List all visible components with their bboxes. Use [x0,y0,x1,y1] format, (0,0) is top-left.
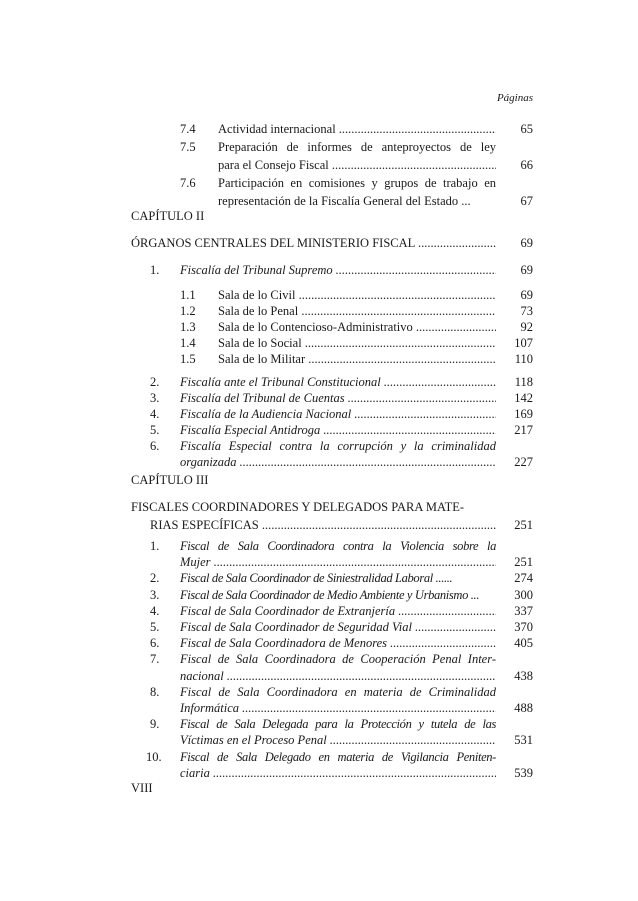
entry-number: 3. [150,391,160,405]
entry-number: 5. [150,423,160,437]
toc-entry-cont [131,764,533,782]
entry-title: Fiscal de Sala Coordinadora de Menores ..... [180,634,496,652]
entry-number: 9. [150,717,160,732]
entry-title: Fiscal de Sala Coordinador de Siniestralidad Laboral ...... [180,571,453,586]
entry-number: 1.2 [180,304,196,318]
pages-column-header: Páginas [496,92,533,104]
entry-title: Sala de lo Social ..... [218,334,496,352]
entry-title-cont: Víctimas en el Proceso Penal ..... [180,731,496,749]
toc-subentry-1-5 [131,350,533,368]
page-folio: VIII [131,781,153,795]
entry-title-cont: Informática ..... [180,699,496,717]
entry-number: 8. [150,684,160,699]
chapter-title-cont: RIAS ESPECÍFICAS ..... [150,516,496,534]
entry-title-cont: nacional ..... [180,667,496,685]
entry-page: 337 [514,603,533,618]
entry-title: Fiscalía del Tribunal Supremo ..... [180,261,496,279]
entry-number: 7.4 [180,122,196,136]
entry-title: Fiscalía Especial Antidroga ..... [180,421,496,439]
entry-title: Fiscalía del Tribunal de Cuentas ..... [180,389,496,407]
entry-page: 217 [514,423,533,437]
entry-number: 4. [150,407,160,421]
entry-number: 4. [150,603,160,618]
entry-title: Preparación de informes de anteproyectos de ley [218,140,496,154]
entry-page: 67 [520,194,533,208]
toc-entry-7-5 [131,138,533,156]
entry-number: 1.3 [180,320,196,334]
entry-number: 1. [150,539,160,553]
entry-title: Actividad internacional ..... [218,120,496,138]
entry-title: Fiscal de Sala Coordinadora en materia de Criminalidad [180,684,496,699]
chapter-page: 69 [520,236,533,250]
entry-title: Fiscal de Sala Coordinadora contra la Violencia sobre la [180,539,496,553]
chapter-3-label: CAPÍTULO III [131,473,209,487]
toc-entry-7-6 [131,174,533,192]
entry-title: Fiscal de Sala Coordinadora de Cooperación Penal Inter- [180,652,496,667]
entry-page: 107 [514,336,533,350]
entry-number: 1.5 [180,352,196,366]
entry-page: 73 [520,304,533,318]
entry-title: Fiscalía Especial contra la corrupción y la criminalidad [180,439,496,453]
entry-number: 1.1 [180,288,196,302]
entry-number: 7.5 [180,140,196,154]
entry-number: 6. [150,439,160,453]
entry-number: 5. [150,620,160,634]
entry-number: 3. [150,587,160,602]
entry-title: Participación en comisiones y grupos de trabajo en [218,176,496,190]
entry-title-cont: para el Consejo Fiscal ..... [218,156,496,174]
chapter-page: 251 [514,518,533,532]
entry-page: 92 [520,320,533,334]
chapter-title: ÓRGANOS CENTRALES DEL MINISTERIO FISCAL ..... [131,234,496,252]
entry-page: 118 [514,375,533,389]
entry-page: 110 [514,352,533,366]
entry-title: Sala de lo Penal ..... [218,302,496,320]
entry-title-cont: representación de la Fiscalía General del Estado ... [218,194,471,208]
entry-title: Sala de lo Militar ..... [218,350,496,368]
entry-title: Sala de lo Contencioso-Administrativo ..... [218,318,496,336]
entry-title-cont: Mujer ..... [180,553,496,571]
entry-number: 1. [150,263,160,277]
entry-page: 66 [520,158,533,172]
entry-page: 69 [520,288,533,302]
toc-entry-7-5-cont [131,156,533,174]
entry-title: Fiscalía de la Audiencia Nacional ..... [180,405,496,423]
entry-page: 531 [514,733,533,748]
entry-page: 539 [514,765,533,780]
chapter-3-title-cont [131,516,533,534]
entry-page: 65 [520,122,533,136]
entry-number: 1.4 [180,336,196,350]
entry-title-cont: organizada ..... [180,453,496,471]
entry-number: 7. [150,652,160,667]
entry-title: Sala de lo Civil ..... [218,286,496,304]
entry-title-cont: ciaria ..... [180,764,496,782]
entry-page: 169 [514,407,533,421]
toc-entry-7-4 [131,120,533,138]
entry-page: 251 [514,555,533,570]
entry-page: 438 [514,668,533,683]
chapter-title: FISCALES COORDINADORES Y DELEGADOS PARA MATE- [131,500,465,514]
chapter-2-label: CAPÍTULO II [131,209,205,223]
entry-title: Fiscal de Sala Coordinador de Seguridad Vial ..... [180,618,496,636]
entry-number: 2. [150,571,160,586]
entry-title: Fiscal de Sala Delegado en materia de Vigilancia Peniten- [180,749,496,764]
entry-page: 69 [520,263,533,277]
entry-page: 300 [514,587,533,602]
toc-page [131,0,533,901]
entry-page: 227 [514,455,533,469]
entry-page: 488 [514,701,533,715]
entry-title: Fiscal de Sala Delegada para la Protección y tutela de las [180,717,496,732]
entry-number: 6. [150,636,160,651]
toc-entry-6-cont [131,453,533,471]
toc-entry-1 [131,261,533,279]
entry-title: Fiscal de Sala Coordinador de Medio Ambiente y Urbanismo ... [180,587,480,602]
entry-page: 370 [514,620,533,634]
entry-title: Fiscal de Sala Coordinador de Extranjería ..... [180,602,496,620]
entry-title: Fiscalía ante el Tribunal Constitucional ..... [180,373,496,391]
entry-number: 2. [150,375,160,389]
entry-number: 7.6 [180,176,196,190]
entry-number: 10. [146,749,162,764]
chapter-3-title [131,498,533,516]
entry-page: 274 [514,571,533,586]
chapter-2-title [131,234,533,252]
entry-page: 405 [514,636,533,651]
entry-page: 142 [514,391,533,405]
